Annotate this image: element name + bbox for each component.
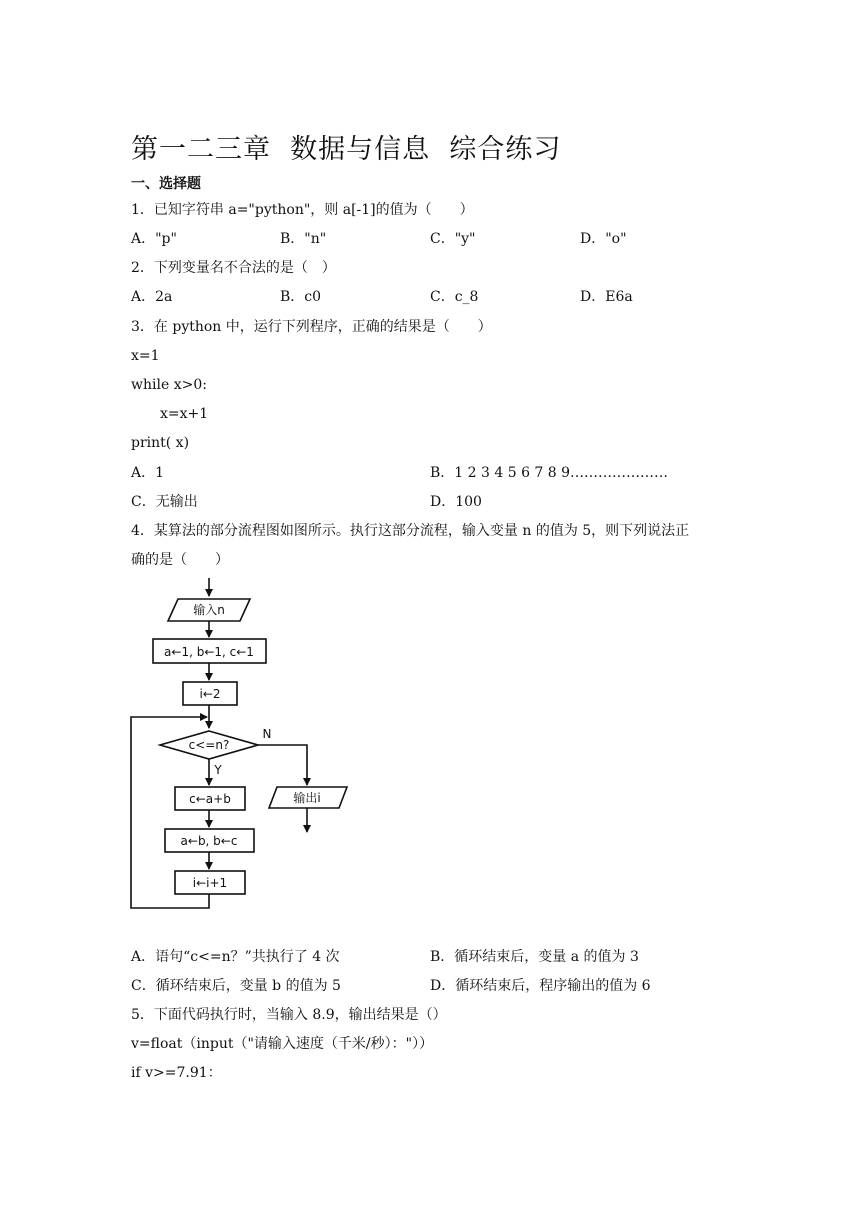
output-box	[269, 787, 347, 808]
q1-option-c: C．"y"	[430, 231, 476, 247]
q2-option-d: D．E6a	[580, 289, 633, 305]
step1-box	[175, 787, 245, 810]
question-5-stem: 5．下面代码执行时，当输入 8.9，输出结果是（）	[131, 1007, 447, 1023]
q3-option-b: B．1 2 3 4 5 6 7 8 9…………………	[430, 465, 669, 481]
flow-init-label: a←1, b←1, c←1	[164, 645, 254, 659]
q3-code-line-4: print( x)	[131, 435, 190, 451]
q3-option-a: A．1	[131, 465, 165, 481]
flow-output-label: 输出i	[293, 791, 321, 805]
q4-option-b: B．循环结束后，变量 a 的值为 3	[430, 949, 639, 965]
q3-code-line-3: x=x+1	[160, 406, 209, 422]
q3-option-c: C．无输出	[131, 494, 198, 510]
step3-box	[175, 871, 245, 894]
flow-yes-label: Y	[214, 763, 222, 777]
q4-option-a: A．语句“c<=n？”共执行了 4 次	[131, 949, 340, 965]
question-2-stem: 2．下列变量名不合法的是（ ）	[131, 260, 336, 276]
q1-option-b: B．"n"	[280, 231, 327, 247]
flow-no-label: N	[262, 727, 272, 741]
condition-diamond	[160, 731, 258, 759]
init-box	[153, 639, 266, 663]
q5-code-line-2: if v>=7.91：	[131, 1065, 222, 1081]
q3-option-d: D．100	[430, 494, 482, 510]
q5-code-line-1: v=float（input（"请输入速度（千米/秒）："））	[131, 1036, 434, 1052]
section-heading: 一、选择题	[131, 176, 201, 192]
q4-option-d: D．循环结束后，程序输出的值为 6	[430, 978, 651, 994]
flow-condition-label: c<=n?	[188, 738, 230, 752]
q4-option-c: C．循环结束后，变量 b 的值为 5	[131, 978, 341, 994]
question-3-stem: 3．在 python 中，运行下列程序，正确的结果是（ ）	[131, 319, 492, 335]
q3-code-line-1: x=1	[131, 348, 160, 364]
q1-option-d: D．"o"	[580, 231, 627, 247]
page-title: 第一二三章 数据与信息 综合练习	[131, 134, 562, 165]
i-init-box	[183, 682, 237, 705]
question-4-stem-line-1: 4．某算法的部分流程图如图所示。执行这部分流程，输入变量 n 的值为 5，则下列说法正	[131, 523, 690, 539]
flow-step2-label: a←b, b←c	[180, 834, 238, 848]
flow-step3-label: i←i+1	[192, 876, 228, 890]
flow-step1-label: c←a+b	[189, 792, 231, 806]
q2-option-a: A．2a	[131, 289, 173, 305]
no-branch-line	[258, 745, 307, 785]
loop-back-line	[131, 717, 209, 908]
step2-box	[165, 829, 254, 852]
input-box	[168, 599, 250, 621]
q2-option-c: C．c_8	[430, 289, 479, 305]
flow-i-init-label: i←2	[199, 687, 221, 701]
question-4-stem-line-2: 确的是（ ）	[131, 552, 229, 568]
q3-code-line-2: while x>0:	[131, 377, 207, 393]
question-1-stem: 1．已知字符串 a="python"，则 a[-1]的值为（ ）	[131, 202, 474, 218]
q1-option-a: A．"p"	[131, 231, 177, 247]
q2-option-b: B．c0	[280, 289, 322, 305]
flow-input-label: 输入n	[193, 603, 225, 617]
